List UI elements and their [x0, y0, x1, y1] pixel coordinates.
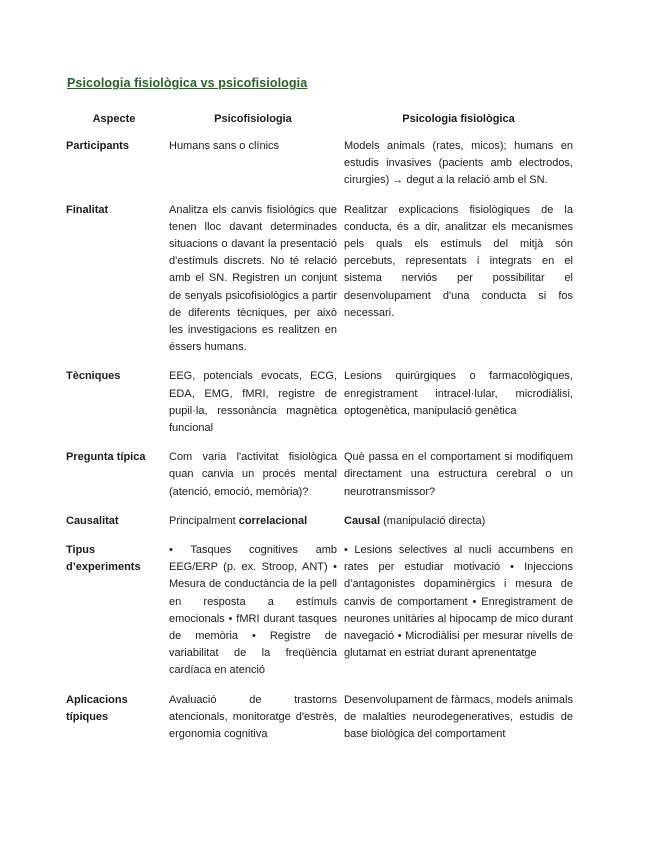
table-row-participants [66, 138, 575, 190]
causality-psico-plain-text: Principalment [169, 514, 239, 527]
causality-psico-bold-text: correlacional [238, 514, 308, 527]
row-label: Tècniques [66, 370, 121, 383]
row-label: Finalitat [66, 203, 109, 216]
column-header-psicologia-fisiologica: Psicologia fisiològica [402, 113, 515, 125]
row-label: Causalitat [66, 514, 119, 527]
cell-psicofisiologia: • Tasques cognitives amb EEG/ERP (p. ex. Stroop, ANT) • Mesura de conductància de la pell en resposta a estímuls emocionals • fMRI durant tasques de memòria • Registre de variabilitat de la freqüència cardíaca en atenció [169, 544, 337, 677]
cell-psicologia-fisiologica: Lesions quirúrgiques o farmacològiques, enregistrament intracel·lular, microdiàlisi, optogenètica, manipulació genètica [344, 370, 573, 417]
cell-psicologia-fisiologica: Desenvolupament de fàrmacs, models animals de malalties neurodegeneratives, estudis de base biològica del comportament [344, 693, 573, 741]
table-row-tecniques [66, 368, 575, 437]
table-row-causalitat [66, 513, 575, 530]
cell-psicologia-fisiologica: • Lesions selectives al nucli accumbens en rates per estudiar motivació • Injeccions d’antagonistes dopaminèrgics i mesura de canvis de comportament • Enregistrament de neurones unitàries al hipocamp de mico durant navegació • Microdiàlisi per mesurar nivells de glutamat en estriat durant aprenentatge [344, 544, 573, 660]
row-label: Tipus d’experiments [66, 544, 141, 574]
row-label: Participants [66, 140, 129, 152]
cell-psicofisiologia: Com varia l'activitat fisiològica quan canvia un procés mental (atenció, emoció, memòria)? [169, 451, 337, 498]
causality-fisio-bold-text: Causal [344, 514, 381, 527]
cell-psicofisiologia: Avaluació de trastorns atencionals, monitoratge d'estrès, ergonomia cognitiva [169, 693, 337, 741]
table-row-tipus-experiments [66, 542, 575, 680]
causality-fisio-plain-text: (manipulació directa) [380, 514, 486, 527]
cell-psicofisiologia [169, 513, 337, 530]
cell-psicofisiologia: EEG, potencials evocats, ECG, EDA, EMG, fMRI, registre de pupil·la, ressonància magnètica funcional [169, 370, 337, 435]
table-row-finalitat [66, 202, 575, 357]
row-label: Pregunta típica [66, 451, 146, 464]
cell-psicologia-fisiologica: Models animals (rates, micos); humans en estudis invasives (pacients amb electrodos, cirurgies) → degut a la relació amb el SN. [344, 140, 573, 187]
page-title: Psicologia fisiològica vs psicofisiologia [67, 76, 308, 90]
cell-psicologia-fisiologica: Què passa en el comportament si modifiquem directament una estructura cerebral o un neurotransmissor? [344, 451, 573, 498]
cell-psicofisiologia: Analitza els canvis fisiològics que tenen lloc davant determinades situacions o davant la presentació d'estímuls discrets. No té relació amb el SN. Registren un conjunt de senyals psicofisiològics a partir de diferents tècniques, per això les investigacions es realitzen en éssers humans. [169, 203, 337, 354]
table-row-aplicacions-tipiques [66, 692, 575, 744]
cell-psicologia-fisiologica [344, 513, 573, 530]
table-header-row [66, 111, 575, 128]
column-header-psicofisiologia: Psicofisiologia [214, 113, 292, 125]
table-row-pregunta-tipica [66, 449, 575, 501]
column-header-aspecte: Aspecte [92, 113, 136, 125]
row-label: Aplicacions típiques [66, 693, 128, 723]
comparison-table [66, 111, 575, 755]
cell-psicologia-fisiologica: Realitzar explicacions fisiològiques de la conducta, és a dir, analitzar els mecanismes pels quals els estímuls del mitjà són percebuts, representats i integrats en el sistema nerviós per possibilitar el desenvolupament d'una conducta si fos necessari. [344, 203, 573, 319]
cell-psicofisiologia: Humans sans o clínics [169, 140, 280, 152]
